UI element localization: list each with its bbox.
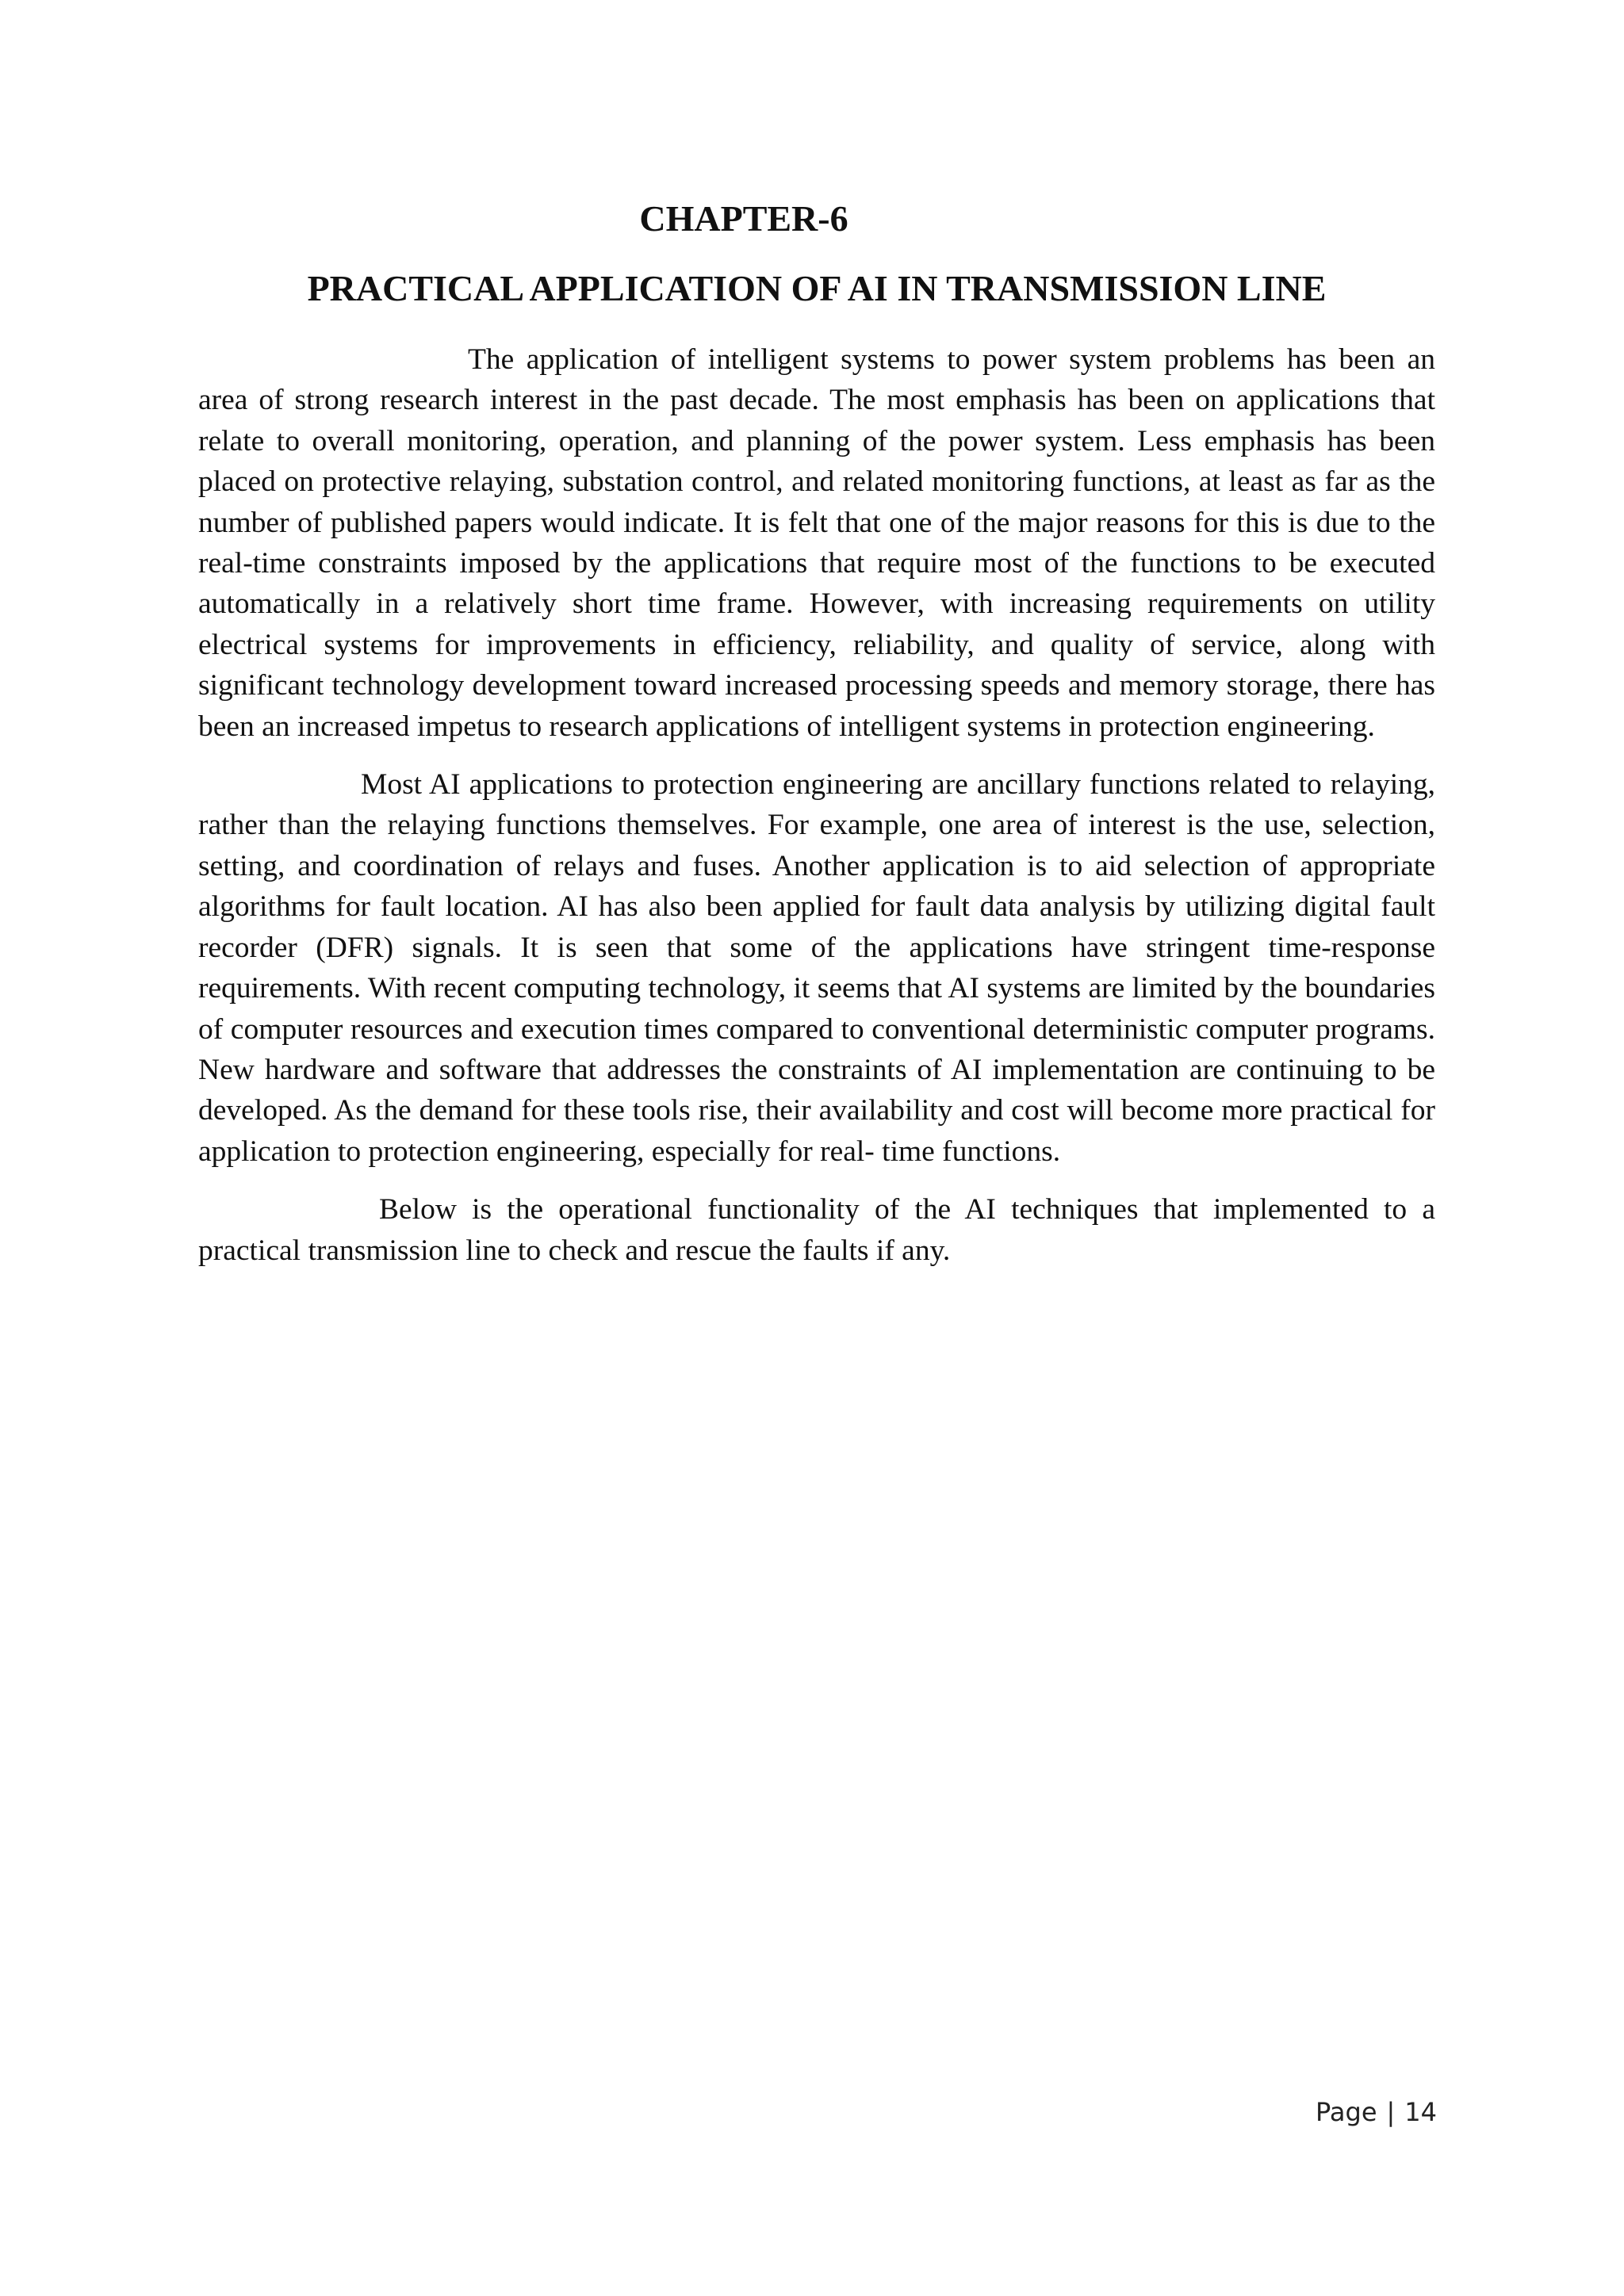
page-footer [1110,2093,1437,2131]
paragraph: The application of intelligent systems to power system problems has been an area of strong research interest in the past decade. The most emphasis has been on applications that relate to overall monitoring, operation, and planning of the power system. Less emphasis has been placed on protective relaying, substation control, and related monitoring functions, at least as far as the number of published papers would indicate. It is felt that one of the major reasons for this is due to the real-time constraints imposed by the applications that require most of the functions to be executed automatically in a relatively short time frame. However, with increasing requirements on utility electrical systems for improvements in efficiency, reliability, and quality of service, along with significant technology development toward increased processing speeds and memory storage, there has been an increased impetus to research applications of intelligent systems in protection engineering. [198,343,1435,743]
body-text [198,339,1435,1288]
page-label: Page [1316,2097,1377,2127]
page-number: 14 [1404,2097,1437,2127]
chapter-title: PRACTICAL APPLICATION OF AI IN TRANSMISSION LINE [307,268,1327,308]
paragraph: Most AI applications to protection engineering are ancillary functions related to relaying, rather than the relaying functions themselves. For example, one area of interest is the use, selection, setting, and coordination of relays and fuses. Another application is to aid selection of appropriate algorithms for fault location. AI has also been applied for fault data analysis by utilizing digital fault recorder (DFR) signals. It is seen that some of the applications have stringent time-response requirements. With recent computing technology, it seems that AI systems are limited by the boundaries of computer resources and execution times compared to conventional deterministic computer programs. New hardware and software that addresses the constraints of AI implementation are continuing to be developed. As the demand for these tools rise, their availability and cost will become more practical for application to protection engineering, especially for real- time functions. [198,768,1435,1168]
paragraph: Below is the operational functionality of the AI techniques that implemented to a practical transmission line to check and rescue the faults if any. [198,1193,1435,1267]
chapter-number: CHAPTER-6 [639,198,848,239]
page-separator: | [1386,2097,1396,2127]
